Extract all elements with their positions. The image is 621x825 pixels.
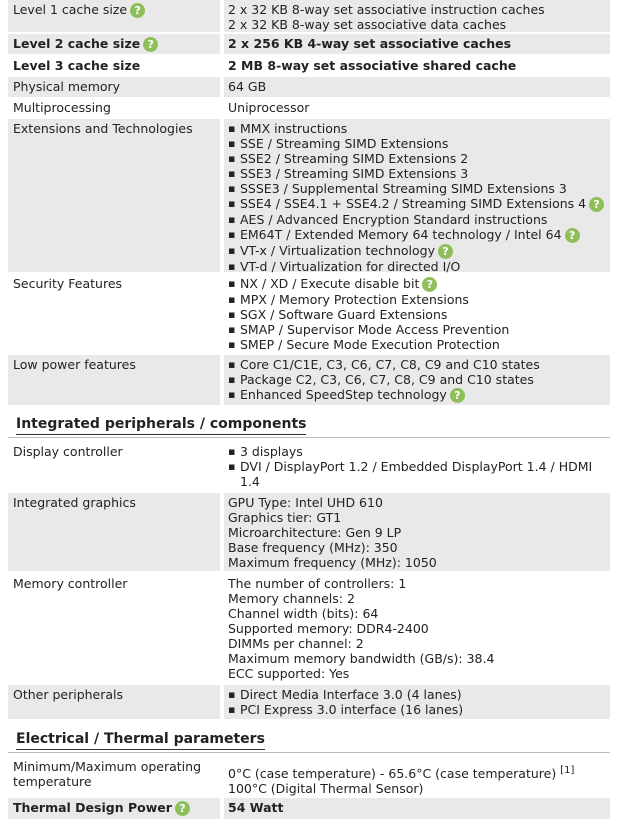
extensions-list xyxy=(228,121,610,274)
row-value: GPU Type: Intel UHD 610 Graphics tier: GT1 Microarchitecture: Gen 9 LP Base frequency (MHz): 350 Maximum frequency (MHz): 1050 xyxy=(224,493,610,571)
row-value: 2 MB 8-way set associative shared cache xyxy=(228,58,517,73)
row-label: Other peripherals xyxy=(8,685,220,719)
row-extensions xyxy=(8,119,610,272)
row-value: The number of controllers: 1 Memory channels: 2 Channel width (bits): 64 Supported memory: DDR4-2400 DIMMs per channel: 2 Maximum memory bandwidth (GB/s): 38.4 ECC supported: Yes xyxy=(228,576,495,681)
row-label: Physical memory xyxy=(8,77,220,97)
row-value: 2 x 256 KB 4-way set associative caches xyxy=(224,34,610,54)
list-item: ▪ DVI / DisplayPort 1.2 / Embedded DisplayPort 1.4 / HDMI 1.4 xyxy=(240,459,610,489)
list-item: ▪ VT-x / Virtualization technology ? xyxy=(240,243,610,259)
row-display-controller xyxy=(8,442,610,490)
list-item: ▪ SMEP / Secure Mode Execution Protection xyxy=(240,337,610,352)
row-label: Level 3 cache size xyxy=(13,58,141,73)
row-security xyxy=(8,274,610,353)
row-l2-cache xyxy=(8,34,610,54)
section-header-electrical: Electrical / Thermal parameters xyxy=(8,727,610,753)
row-label: Extensions and Technologies xyxy=(8,119,220,272)
list-item: ▪ MMX instructions xyxy=(240,121,610,136)
list-item: ▪ NX / XD / Execute disable bit ? xyxy=(240,276,610,292)
row-label: Minimum/Maximum operating temperature xyxy=(13,759,202,789)
row-value: 54 Watt xyxy=(224,798,610,819)
list-item: ▪ SSE / Streaming SIMD Extensions xyxy=(240,136,610,151)
help-icon[interactable]: ? xyxy=(130,3,145,18)
row-label: Thermal Design Power ? xyxy=(8,798,220,819)
help-icon[interactable]: ? xyxy=(175,801,190,816)
list-item: ▪ Package C2, C3, C6, C7, C8, C9 and C10 states xyxy=(240,372,610,387)
row-label: Display controller xyxy=(13,444,123,459)
list-item: ▪ SMAP / Supervisor Mode Access Prevention xyxy=(240,322,610,337)
row-other-peripherals xyxy=(8,685,610,719)
list-item: ▪ Core C1/C1E, C3, C6, C7, C8, C9 and C10 states xyxy=(240,357,610,372)
row-l3-cache xyxy=(8,56,610,76)
help-icon[interactable]: ? xyxy=(438,244,453,259)
help-icon[interactable]: ? xyxy=(589,197,604,212)
row-l1-cache xyxy=(8,0,610,32)
row-value: Uniprocessor xyxy=(228,100,310,115)
row-value: 0°C (case temperature) - 65.6°C (case temperature) [1] 100°C (Digital Thermal Sensor) xyxy=(228,765,575,797)
row-temperature xyxy=(8,757,610,797)
list-item: ▪ 3 displays xyxy=(240,444,610,459)
row-value xyxy=(224,274,610,353)
list-item: ▪ SGX / Software Guard Extensions xyxy=(240,307,610,322)
section-header-peripherals: Integrated peripherals / components xyxy=(8,412,610,438)
footnote-link[interactable]: [1] xyxy=(560,765,575,776)
help-icon[interactable]: ? xyxy=(422,277,437,292)
row-label: Integrated graphics xyxy=(8,493,220,571)
list-item: ▪ SSE2 / Streaming SIMD Extensions 2 xyxy=(240,151,610,166)
row-value: 64 GB xyxy=(224,77,610,97)
list-item: ▪ AES / Advanced Encryption Standard instructions xyxy=(240,212,610,227)
row-value xyxy=(224,442,610,490)
row-label: Security Features xyxy=(13,276,123,291)
row-integrated-graphics xyxy=(8,493,610,571)
help-icon[interactable]: ? xyxy=(565,228,580,243)
list-item: ▪ VT-d / Virtualization for directed I/O xyxy=(240,259,610,274)
help-icon[interactable]: ? xyxy=(143,37,158,52)
list-item: ▪ SSE4 / SSE4.1 + SSE4.2 / Streaming SIMD Extensions 4 ? xyxy=(240,196,610,212)
list-item: ▪ SSSE3 / Supplemental Streaming SIMD Extensions 3 xyxy=(240,181,610,196)
row-value xyxy=(224,685,610,719)
row-value: 2 x 32 KB 8-way set associative instruction caches 2 x 32 KB 8-way set associative data caches xyxy=(224,0,610,32)
row-multiprocessing xyxy=(8,98,610,118)
list-item: ▪ SSE3 / Streaming SIMD Extensions 3 xyxy=(240,166,610,181)
row-label: Level 2 cache size ? xyxy=(8,34,220,54)
row-value xyxy=(224,119,610,272)
row-label: Low power features xyxy=(8,355,220,405)
row-value xyxy=(224,355,610,405)
row-label: Memory controller xyxy=(13,576,128,591)
row-tdp xyxy=(8,798,610,819)
row-label: Multiprocessing xyxy=(13,100,111,115)
list-item: ▪ PCI Express 3.0 interface (16 lanes) xyxy=(240,702,610,717)
row-low-power xyxy=(8,355,610,405)
list-item: ▪ MPX / Memory Protection Extensions xyxy=(240,292,610,307)
row-label: Level 1 cache size ? xyxy=(8,0,220,32)
row-memory-controller xyxy=(8,574,610,682)
help-icon[interactable]: ? xyxy=(450,388,465,403)
list-item: ▪ Enhanced SpeedStep technology ? xyxy=(240,387,610,403)
list-item: ▪ Direct Media Interface 3.0 (4 lanes) xyxy=(240,687,610,702)
row-physical-memory xyxy=(8,77,610,97)
list-item: ▪ EM64T / Extended Memory 64 technology / Intel 64 ? xyxy=(240,227,610,243)
